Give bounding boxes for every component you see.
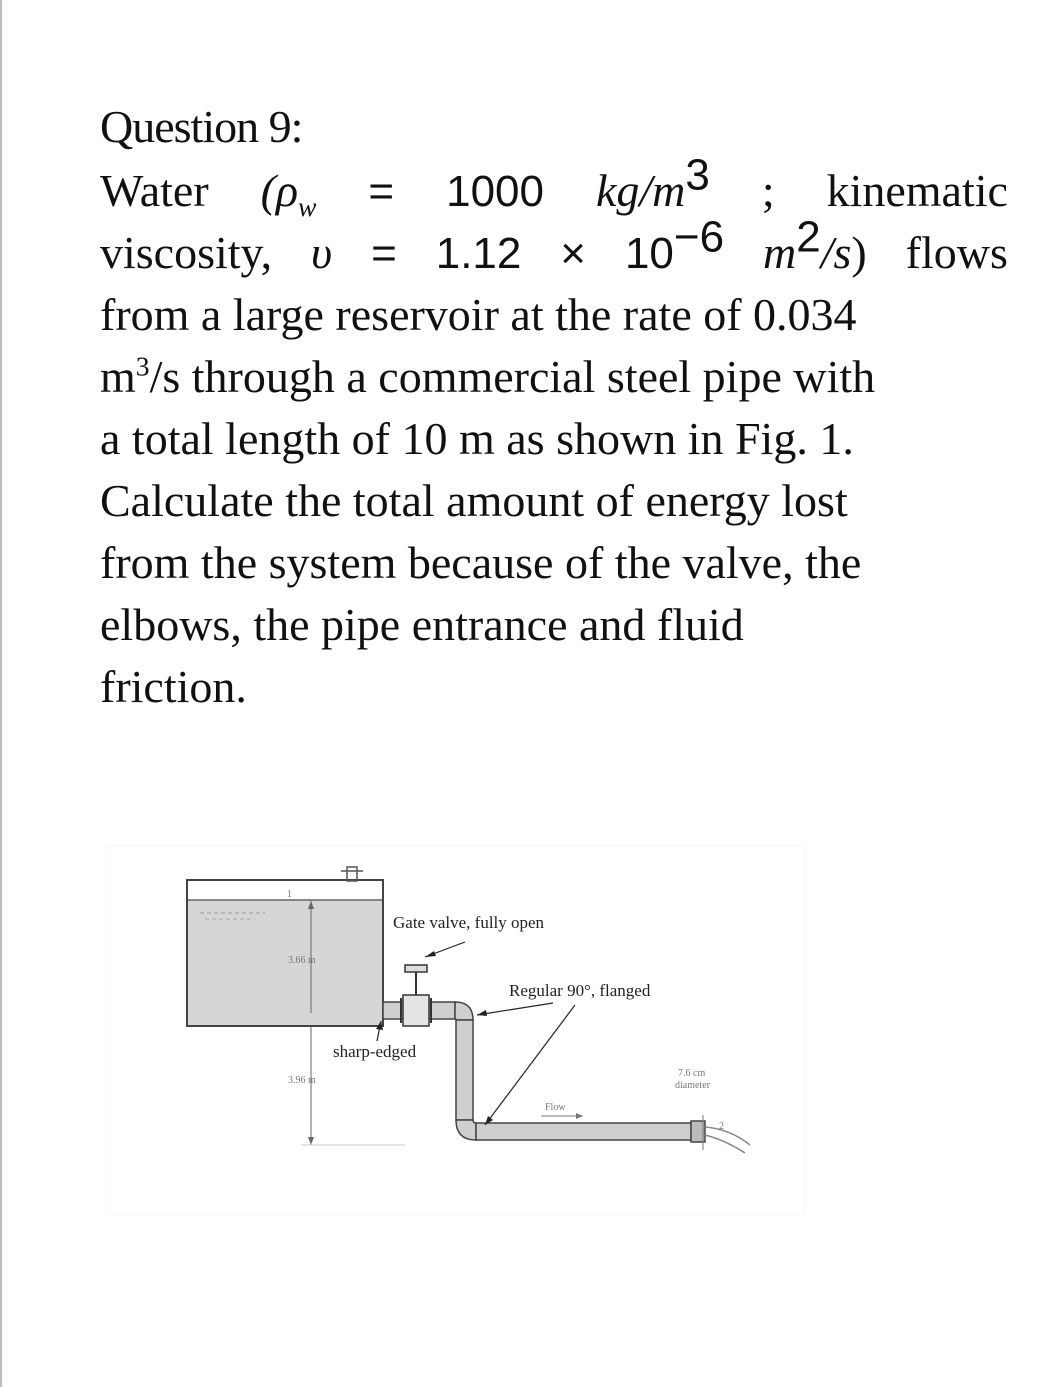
point-1-label: 1 <box>287 889 292 900</box>
text-line-1 <box>100 150 1008 223</box>
diameter-label-2: diameter <box>675 1080 710 1091</box>
pipe-vertical <box>456 1020 473 1120</box>
text-line-9: friction. <box>100 661 247 712</box>
gate-valve-label: Gate valve, fully open <box>393 913 545 932</box>
left-page-border <box>0 0 2 1387</box>
gate-valve-body <box>403 995 429 1026</box>
semicolon: ; <box>761 165 775 216</box>
figure-1-reservoir-pipe-diagram <box>105 845 805 1215</box>
point-2-label: 2 <box>719 1121 724 1132</box>
density-symbol: ($\rho_w$ <box>260 165 317 223</box>
text-line-2 <box>100 212 1008 284</box>
density-unit: $kg/m^3$ <box>595 150 710 216</box>
gate-valve-handwheel <box>405 965 427 972</box>
word-viscosity: viscosity, <box>100 227 273 278</box>
word-flows: flows <box>905 227 1008 278</box>
word-water: Water <box>100 165 209 216</box>
text-line-4: $m^3/s$ through a commercial steel pipe with <box>100 350 876 402</box>
word-kinematic: kinematic <box>826 165 1008 216</box>
equals-sign-2: = <box>371 229 397 278</box>
elbow-label: Regular 90°, flanged <box>509 981 651 1000</box>
density-value: 1000 <box>446 167 544 216</box>
height-lower-label: 3.96 m <box>288 1075 316 1086</box>
entrance-label: sharp-edged <box>333 1042 417 1061</box>
power-of-ten: $10^{-6}$ <box>624 212 725 278</box>
viscosity-value: 1.12 <box>435 229 522 278</box>
equals-sign-1: = <box>368 167 395 216</box>
viscosity-unit: $m^2/s$) <box>763 212 867 278</box>
text-line-7: from the system because of the valve, the <box>100 537 862 588</box>
nu-symbol: υ <box>311 227 333 278</box>
diameter-label-1: 7.6 cm <box>678 1068 706 1079</box>
text-line-8: elbows, the pipe entrance and fluid <box>100 599 744 650</box>
text-line-3: from a large reservoir at the rate of 0.034 <box>100 289 857 340</box>
pipe-bottom <box>476 1123 691 1140</box>
height-upper-label: 3.66 m <box>288 955 316 966</box>
question-text <box>100 150 1008 718</box>
times-sign: × <box>560 229 586 278</box>
text-line-6: Calculate the total amount of energy lost <box>100 475 848 526</box>
flow-label: Flow <box>545 1102 566 1113</box>
question-title: Question 9: <box>100 101 303 152</box>
diagram-svg <box>105 845 805 1215</box>
text-line-5: a total length of 10 m as shown in Fig. 1. <box>100 413 854 464</box>
reservoir-water <box>188 900 382 1025</box>
